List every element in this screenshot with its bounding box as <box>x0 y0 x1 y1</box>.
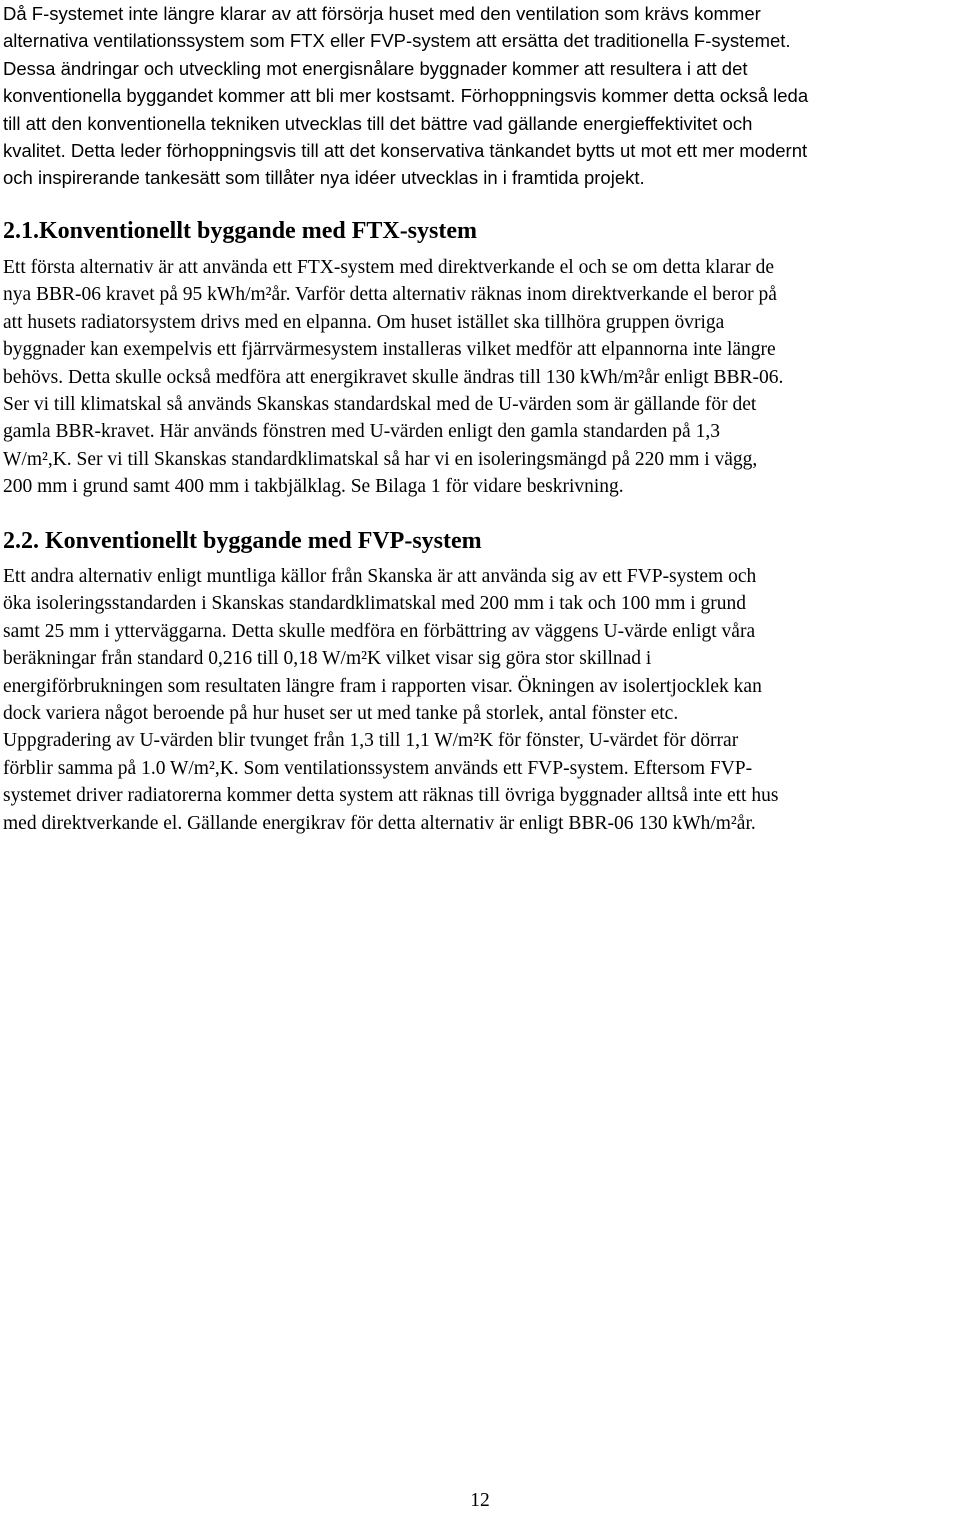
text-line: gamla BBR-kravet. Här används fönstren med U-värden enligt den gamla standarden på 1,3 <box>3 421 720 443</box>
text-line: samt 25 mm i ytterväggarna. Detta skulle medföra en förbättring av väggens U-värde enligt våra <box>3 620 756 642</box>
section-paragraph-ftx <box>3 254 955 501</box>
text-line: behövs. Detta skulle också medföra att energikravet skulle ändras till 130 kWh/m²år enligt BBR-06. <box>3 366 784 388</box>
text-line: 200 mm i grund samt 400 mm i takbjälklag. Se Bilaga 1 för vidare beskrivning. <box>3 476 624 498</box>
text-line: systemet driver radiatorerna kommer detta system att räknas till övriga byggnader alltså inte ett hus <box>3 785 779 807</box>
text-line: att husets radiatorsystem drivs med en elpanna. Om huset istället ska tillhöra gruppen övriga <box>3 311 725 333</box>
text-line: Dessa ändringar och utveckling mot energisnålare byggnader kommer att resultera i att det <box>3 57 748 79</box>
text-line: Uppgradering av U-värden blir tvunget från 1,3 till 1,1 W/m²K för fönster, U-värdet för dörrar <box>3 730 739 752</box>
text-line: beräkningar från standard 0,216 till 0,18 W/m²K vilket visar sig göra stor skillnad i <box>3 648 652 670</box>
text-line: alternativa ventilationssystem som FTX eller FVP-system att ersätta det traditionella F-systemet. <box>3 30 791 52</box>
section-heading-ftx: 2.1.Konventionellt byggande med FTX-system <box>3 218 477 244</box>
text-line: förblir samma på 1.0 W/m²,K. Som ventilationssystem används ett FVP-system. Eftersom FVP- <box>3 757 753 779</box>
text-line: kvalitet. Detta leder förhoppningsvis till att det konservativa tänkandet bytts ut mot ett mer modernt <box>3 140 808 162</box>
text-line: med direktverkande el. Gällande energikrav för detta alternativ är enligt BBR-06 130 kWh/m²år. <box>3 812 756 834</box>
intro-paragraph <box>3 0 955 192</box>
page-number: 12 <box>470 1490 490 1511</box>
text-line: öka isoleringsstandarden i Skanskas standardklimatskal med 200 mm i tak och 100 mm i grund <box>3 593 747 615</box>
section-paragraph-fvp <box>3 563 955 837</box>
text-line: Då F-systemet inte längre klarar av att försörja huset med den ventilation som krävs kommer <box>3 3 761 24</box>
text-line: till att den konventionella tekniken utvecklas till det bättre vad gällande energieffektivitet och <box>3 112 753 134</box>
text-line: energiförbrukningen som resultaten längre fram i rapporten visar. Ökningen av isolertjocklek kan <box>3 675 762 697</box>
text-line: dock variera något beroende på hur huset ser ut med tanke på storlek, antal fönster etc. <box>3 703 679 725</box>
text-line: och inspirerande tankesätt som tillåter nya idéer utvecklas in i framtida projekt. <box>3 167 645 189</box>
text-line: konventionella byggandet kommer att bli mer kostsamt. Förhoppningsvis kommer detta också leda <box>3 85 809 107</box>
section-heading-fvp: 2.2. Konventionellt byggande med FVP-system <box>3 528 482 554</box>
text-line: W/m²,K. Ser vi till Skanskas standardklimatskal så har vi en isoleringsmängd på 220 mm i vägg, <box>3 448 758 470</box>
text-line: Ett andra alternativ enligt muntliga källor från Skanska är att använda sig av ett FVP-system och <box>3 566 757 587</box>
text-line: Ser vi till klimatskal så används Skanskas standardskal med de U-värden som är gällande för det <box>3 394 757 416</box>
text-line: nya BBR-06 kravet på 95 kWh/m²år. Varför detta alternativ räknas inom direktverkande el beror på <box>3 284 777 306</box>
text-line: byggnader kan exempelvis ett fjärrvärmesystem installeras vilket medför att elpannorna inte längre <box>3 339 776 361</box>
text-line: Ett första alternativ är att använda ett FTX-system med direktverkande el och se om detta klarar de <box>3 257 775 278</box>
